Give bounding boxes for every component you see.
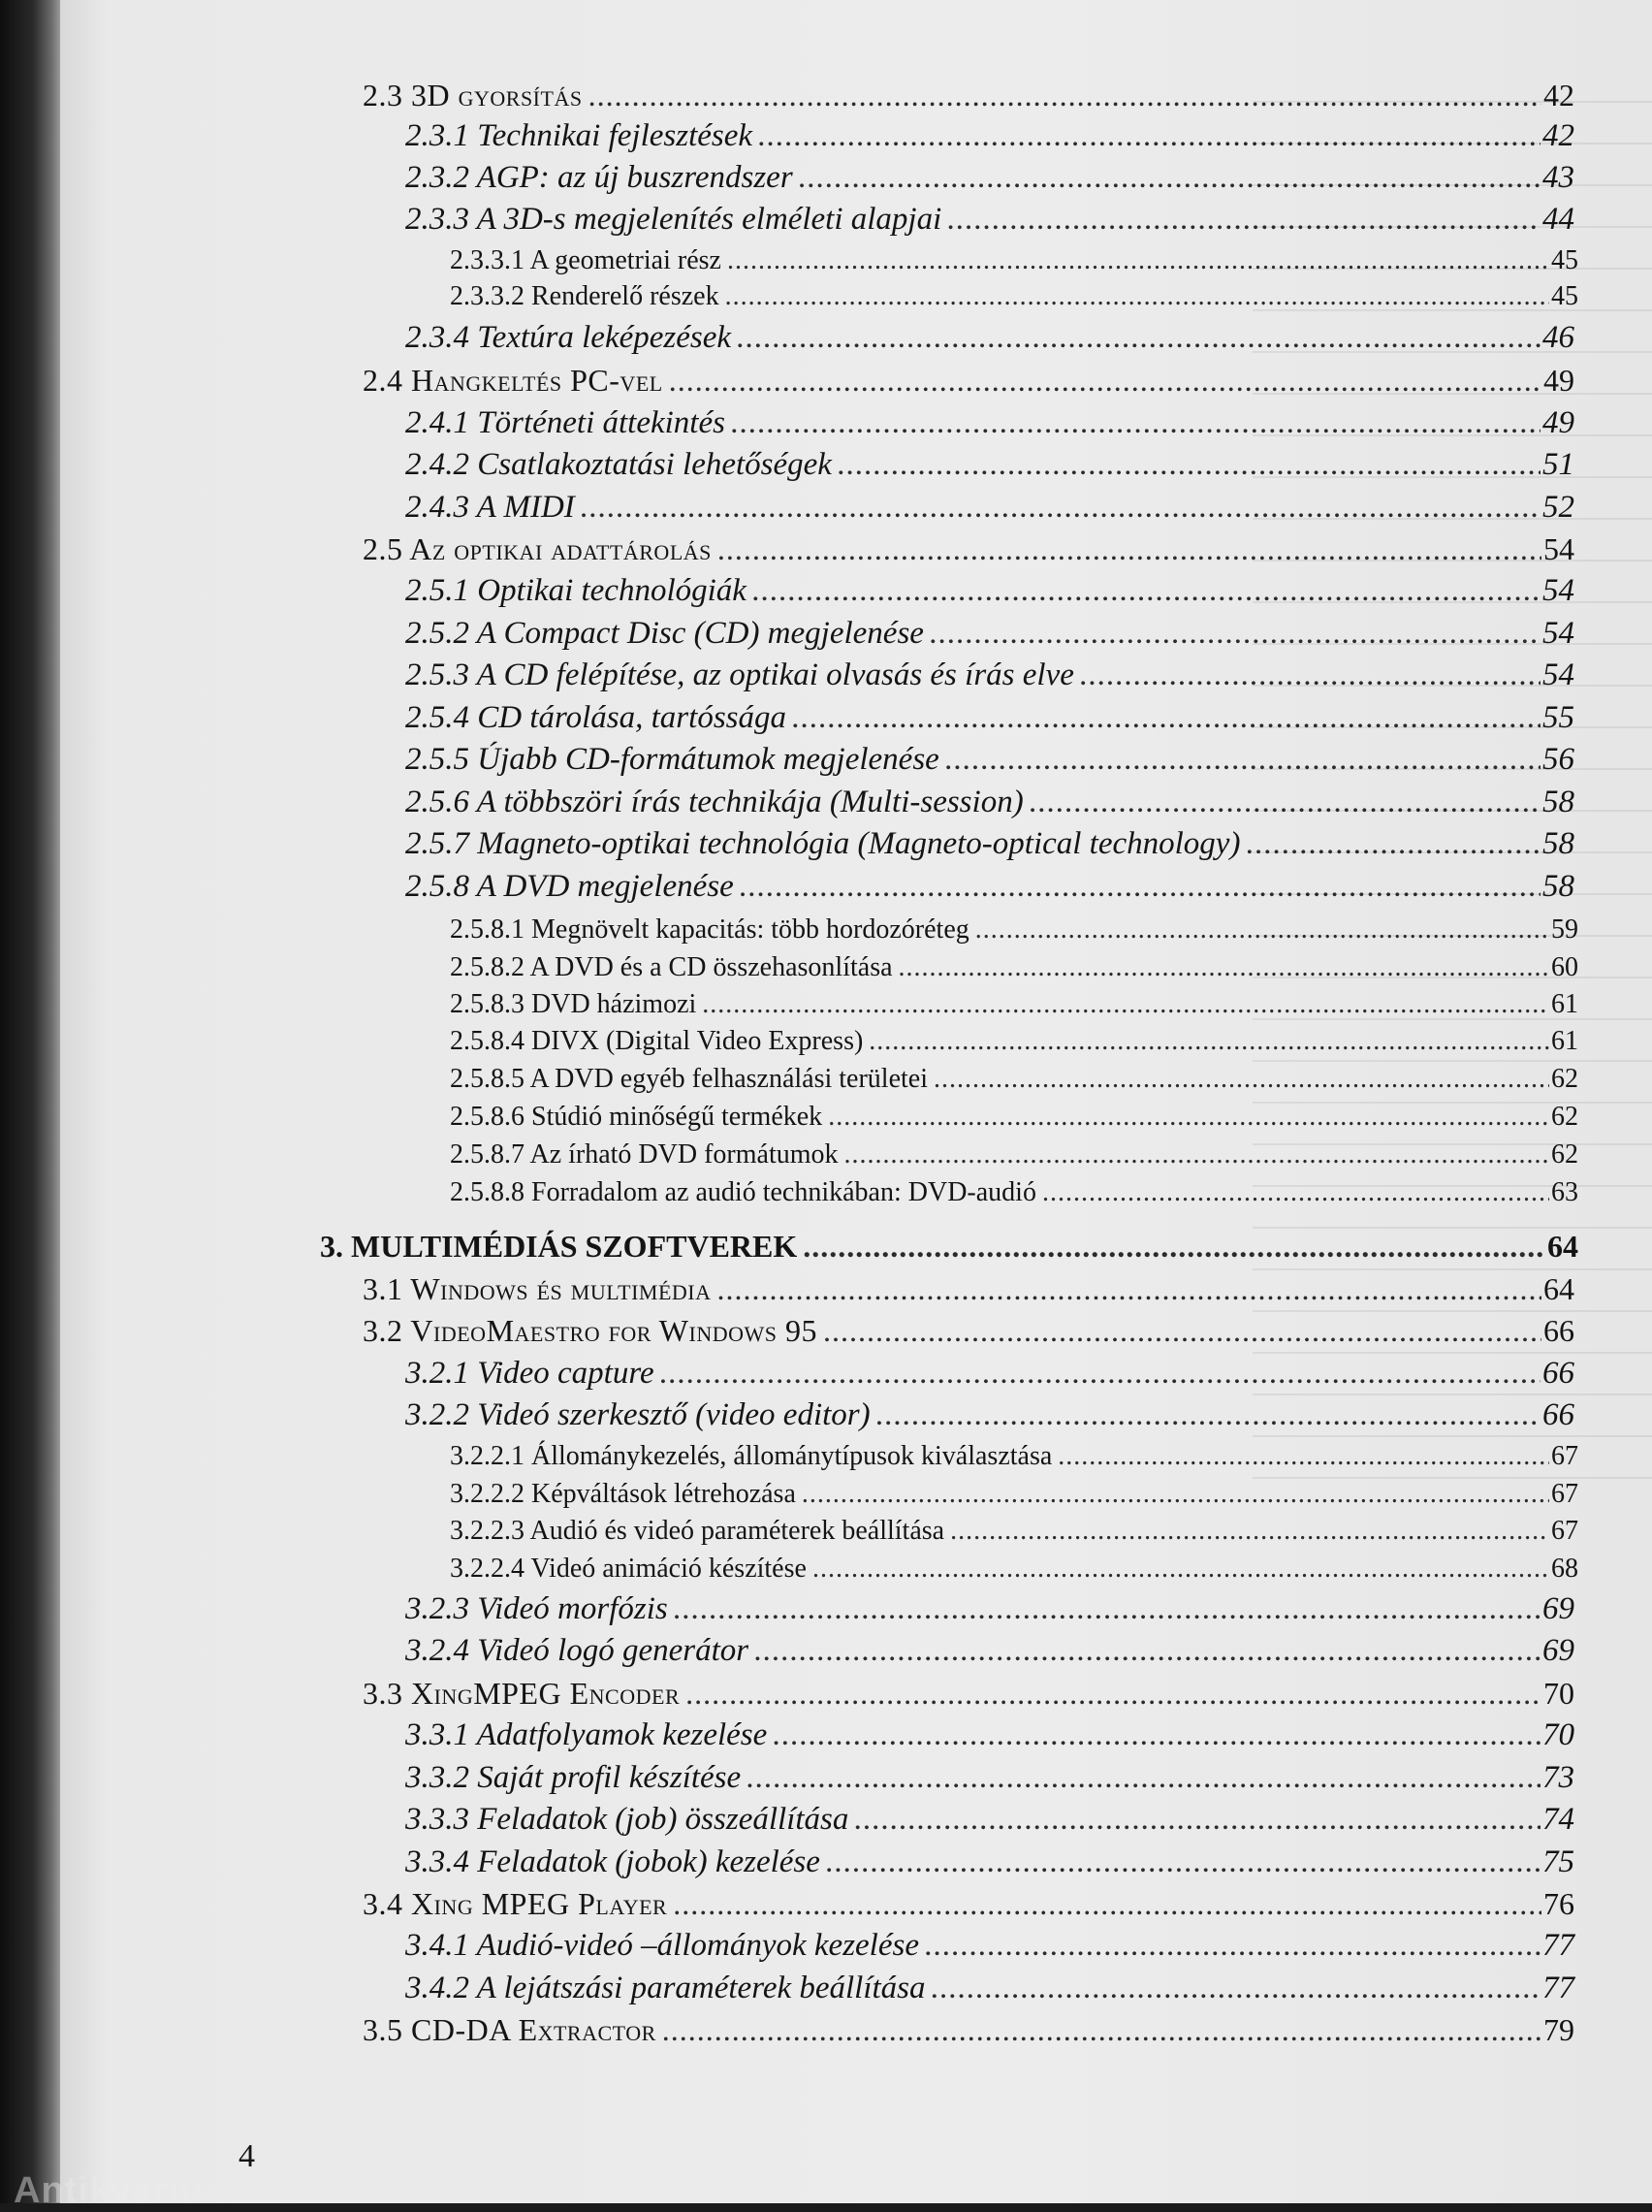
toc-entry-label — [405, 869, 738, 905]
toc-entry-number: 3.4.1 — [405, 1928, 469, 1963]
dot-leader — [1030, 785, 1541, 820]
toc-entry-title: Xing MPEG Player — [411, 1886, 668, 1921]
toc-entry-label — [450, 1026, 867, 1057]
toc-entry — [405, 573, 1574, 609]
toc-entry-page: 77 — [1542, 1971, 1574, 2005]
toc-entry-title: A geometriai rész — [529, 245, 721, 275]
toc-entry — [405, 1591, 1574, 1627]
toc-entry-label — [450, 1479, 800, 1510]
toc-entry-label — [363, 1271, 715, 1307]
dot-leader — [950, 1516, 1549, 1547]
toc-entry-label — [450, 914, 973, 946]
toc-entry-title: Audió-videó –állományok kezelése — [476, 1928, 919, 1963]
toc-entry-number: 3.2.2.4 — [450, 1554, 524, 1584]
dot-leader — [1042, 1177, 1549, 1208]
dot-leader — [754, 1633, 1541, 1669]
toc-entry-title: A DVD egyéb felhasználási területei — [529, 1064, 928, 1094]
toc-entry-page: 59 — [1551, 914, 1578, 945]
toc-entry-title: Állománykezelés, állománytípusok kiválasztása — [531, 1441, 1053, 1471]
toc-entry-title: DVD házimozi — [531, 989, 697, 1019]
toc-entry-label — [450, 1177, 1040, 1208]
toc-entry — [405, 1633, 1574, 1669]
toc-entry — [450, 1139, 1578, 1170]
toc-entry — [405, 405, 1574, 441]
toc-entry-number: 2.5.4 — [405, 700, 469, 735]
toc-entry-number: 3.2.4 — [405, 1633, 469, 1668]
toc-entry — [363, 363, 1574, 399]
toc-entry-page: 43 — [1542, 160, 1574, 195]
toc-entry-label — [450, 1102, 826, 1133]
toc-entry-number: 3.3.2 — [405, 1760, 469, 1795]
toc-entry-page: 63 — [1551, 1177, 1578, 1207]
dot-leader — [725, 281, 1549, 312]
toc-entry-label — [405, 785, 1028, 820]
toc-entry-title: Újabb CD-formátumok megjelenése — [477, 742, 939, 777]
toc-entry-number: 2.5.8.6 — [450, 1102, 524, 1132]
toc-entry-title: A többszöri írás technikája (Multi-session) — [476, 785, 1024, 819]
toc-entry-number: 2.5.8.2 — [450, 952, 524, 982]
toc-entry — [450, 1177, 1578, 1208]
toc-entry-label — [405, 1717, 771, 1753]
dot-leader — [673, 1886, 1541, 1922]
toc-entry-number: 2.3.4 — [405, 320, 469, 355]
dot-leader — [747, 1760, 1541, 1796]
toc-entry — [405, 160, 1574, 196]
dot-leader — [660, 1356, 1541, 1392]
toc-entry-page: 77 — [1542, 1928, 1574, 1963]
toc-entry — [405, 1760, 1574, 1796]
toc-entry — [405, 700, 1574, 736]
toc-entry-label — [363, 1676, 683, 1712]
toc-entry — [450, 1516, 1578, 1547]
toc-entry-page: 45 — [1551, 245, 1578, 275]
toc-entry-title: Optikai technológiák — [477, 573, 747, 608]
dot-leader — [899, 952, 1549, 983]
toc-entry-number: 2.4.1 — [405, 405, 469, 440]
toc-entry-page: 69 — [1542, 1591, 1574, 1626]
toc-entry-page: 58 — [1542, 785, 1574, 819]
dot-leader — [828, 1102, 1549, 1133]
toc-entry-page: 66 — [1542, 1356, 1574, 1391]
toc-entry — [363, 1313, 1574, 1349]
dot-leader — [930, 616, 1541, 652]
toc-entry-title: Megnövelt kapacitás: több hordozóréteg — [531, 914, 969, 945]
toc-entry-title: Videó animáció készítése — [530, 1554, 807, 1584]
toc-entry-title: Az írható DVD formátumok — [529, 1139, 839, 1170]
toc-entry — [450, 1064, 1578, 1095]
toc-entry-title: Feladatok (jobok) kezelése — [477, 1844, 820, 1879]
toc-entry-label — [405, 742, 943, 778]
toc-entry-title: Képváltások létrehozása — [531, 1479, 796, 1509]
toc-entry-page: 56 — [1542, 742, 1574, 777]
toc-entry-page: 62 — [1551, 1064, 1578, 1094]
toc-entry — [363, 1271, 1574, 1307]
toc-entry — [405, 657, 1574, 693]
toc-entry-page: 66 — [1542, 1397, 1574, 1432]
toc-entry-page: 69 — [1542, 1633, 1574, 1668]
toc-entry-title: A DVD és a CD összehasonlítása — [529, 952, 893, 982]
toc-entry-number: 3.5 — [363, 2012, 403, 2047]
toc-entry-page: 55 — [1542, 700, 1574, 735]
toc-entry-number: 2.3.1 — [405, 118, 469, 153]
toc-entry-page: 70 — [1542, 1717, 1574, 1752]
toc-entry-title: MULTIMÉDIÁS SZOFTVEREK — [351, 1229, 798, 1264]
dot-leader — [792, 700, 1541, 736]
toc-entry-label — [405, 1971, 930, 2006]
toc-entry-label — [405, 405, 729, 441]
toc-entry-page: 66 — [1543, 1313, 1574, 1348]
toc-entry-page: 68 — [1551, 1554, 1578, 1584]
toc-entry-page: 46 — [1542, 320, 1574, 355]
dot-leader — [685, 1676, 1541, 1712]
dot-leader — [717, 1271, 1541, 1307]
toc-entry — [405, 1802, 1574, 1838]
toc-entry-page: 62 — [1551, 1139, 1578, 1170]
dot-leader — [869, 1026, 1549, 1057]
toc-entry-title: A 3D-s megjelenítés elméleti alapjai — [476, 202, 942, 237]
toc-entry-number: 3.4.2 — [405, 1971, 469, 2005]
toc-entry-page: 67 — [1551, 1516, 1578, 1546]
dot-leader — [854, 1802, 1541, 1838]
toc-entry-number: 2.3.3 — [405, 202, 469, 237]
toc-entry-number: 2.3 — [363, 78, 403, 112]
toc-entry-number: 2.4.3 — [405, 490, 469, 525]
toc-entry — [363, 1676, 1574, 1712]
dot-leader — [717, 531, 1541, 567]
toc-entry-number: 2.3.2 — [405, 160, 469, 195]
toc-entry-title: A DVD megjelenése — [476, 869, 734, 904]
toc-entry — [450, 952, 1578, 983]
toc-entry-number: 3.2.3 — [405, 1591, 469, 1626]
toc-entry-number: 2.3.3.1 — [450, 245, 524, 275]
dot-leader — [588, 78, 1541, 113]
toc-entry-page: 76 — [1543, 1886, 1574, 1921]
toc-entry-title: Az optikai adattárolás — [409, 531, 712, 566]
toc-entry-label — [405, 490, 579, 526]
toc-entry-title: A MIDI — [476, 490, 575, 525]
toc-entry-number: 3.2 — [363, 1313, 403, 1348]
dot-leader — [975, 914, 1549, 946]
toc-entry-page: 54 — [1543, 531, 1574, 566]
toc-entry-title: CD-DA Extractor — [411, 2012, 656, 2047]
toc-entry-label — [363, 1313, 821, 1349]
toc-entry-page: 75 — [1542, 1844, 1574, 1879]
toc-entry-number: 3.3.1 — [405, 1717, 469, 1752]
dot-leader — [669, 363, 1541, 399]
toc-entry-page: 64 — [1547, 1229, 1578, 1264]
dot-leader — [1080, 657, 1541, 693]
toc-entry — [405, 826, 1574, 862]
toc-entry-number: 3.1 — [363, 1271, 403, 1306]
dot-leader — [702, 989, 1549, 1020]
toc-entry-number: 3.3.3 — [405, 1802, 469, 1837]
toc-entry-number: 2.5.8.7 — [450, 1139, 524, 1170]
toc-entry-number: 2.5.8.1 — [450, 914, 524, 945]
toc-entry-title: Windows és multimédia — [410, 1271, 712, 1306]
toc-entry-page: 54 — [1542, 616, 1574, 651]
toc-entry-page: 58 — [1542, 826, 1574, 861]
toc-entry-label — [405, 1802, 852, 1838]
page-number: 4 — [238, 2138, 255, 2174]
toc-entry-number: 3.2.2.3 — [450, 1516, 524, 1546]
toc-entry-label — [405, 700, 790, 736]
toc-entry-number: 2.4.2 — [405, 447, 469, 482]
toc-entry-title: CD tárolása, tartóssága — [477, 700, 787, 735]
dot-leader — [758, 118, 1541, 154]
toc-entry-label — [405, 1633, 752, 1669]
toc-entry — [450, 1026, 1578, 1057]
toc-entry-label — [363, 531, 715, 567]
dot-leader — [844, 1139, 1549, 1170]
toc-entry-number: 3.2.1 — [405, 1356, 469, 1391]
toc-entry-page: 58 — [1542, 869, 1574, 904]
dot-leader — [803, 1229, 1545, 1265]
toc-entry-page: 54 — [1542, 573, 1574, 608]
dot-leader — [812, 1554, 1549, 1585]
toc-entry-page: 52 — [1542, 490, 1574, 525]
dot-leader — [799, 160, 1541, 196]
toc-entry-title: Saját profil készítése — [477, 1760, 742, 1795]
toc-entry-page: 42 — [1543, 78, 1574, 112]
toc-entry — [320, 1229, 1578, 1265]
toc-entry — [405, 1928, 1574, 1964]
toc-entry-page: 51 — [1542, 447, 1574, 482]
toc-entry — [405, 447, 1574, 483]
toc-entry — [405, 490, 1574, 526]
toc-entry-title: Technikai fejlesztések — [477, 118, 753, 153]
watermark: Antikvárium.hu — [14, 2170, 296, 2211]
toc-entry-number: 3. — [320, 1229, 343, 1264]
toc-entry-label — [450, 245, 725, 276]
toc-entry-page: 74 — [1542, 1802, 1574, 1837]
toc-entry-number: 2.5 — [363, 531, 403, 566]
toc-entry-label — [405, 1844, 824, 1880]
toc-entry-page: 54 — [1542, 657, 1574, 692]
toc-entry — [363, 78, 1574, 113]
toc-entry-label — [450, 1516, 948, 1547]
toc-entry-label — [320, 1229, 801, 1265]
toc-entry — [450, 1441, 1578, 1472]
toc-entry — [405, 1844, 1574, 1880]
dot-leader — [838, 447, 1541, 483]
toc-entry — [405, 1971, 1574, 2006]
toc-entry — [450, 1102, 1578, 1133]
toc-entry-label — [405, 202, 945, 238]
dot-leader — [945, 742, 1541, 778]
toc-entry-page: 61 — [1551, 1026, 1578, 1056]
toc-entry-title: Történeti áttekintés — [477, 405, 725, 440]
toc-entry — [405, 1717, 1574, 1753]
toc-entry-number: 2.4 — [363, 363, 403, 398]
toc-entry — [363, 531, 1574, 567]
toc-entry-page: 60 — [1551, 952, 1578, 982]
dot-leader — [802, 1479, 1549, 1510]
toc-entry — [405, 742, 1574, 778]
toc-entry-label — [405, 573, 750, 609]
dot-leader — [581, 490, 1541, 526]
toc-entry-page: 62 — [1551, 1102, 1578, 1132]
toc-entry-label — [450, 1064, 932, 1095]
toc-entry-page: 49 — [1543, 363, 1574, 398]
dot-leader — [823, 1313, 1541, 1349]
dot-leader — [925, 1928, 1541, 1964]
toc-entry-number: 2.5.8.4 — [450, 1026, 524, 1056]
toc-entry-number: 2.5.1 — [405, 573, 469, 608]
toc-entry-title: Videó morfózis — [477, 1591, 668, 1626]
toc-entry-title: Csatlakoztatási lehetőségek — [477, 447, 832, 482]
toc-entry-number: 2.5.8 — [405, 869, 469, 904]
toc-entry-title: Magneto-optikai technológia (Magneto-optical technology) — [477, 826, 1241, 861]
toc-entry-number: 3.2.2 — [405, 1397, 469, 1432]
toc-entry-number: 2.5.8.3 — [450, 989, 524, 1019]
toc-entry-title: XingMPEG Encoder — [411, 1676, 681, 1711]
toc-entry-title: Audió és videó paraméterek beállítása — [529, 1516, 945, 1546]
toc-entry-title: Stúdió minőségű termékek — [531, 1102, 823, 1132]
toc-entry-title: Hangkeltés PC-vel — [411, 363, 663, 398]
toc-entry-label — [450, 281, 723, 312]
toc-entry — [450, 1554, 1578, 1585]
toc-entry-page: 67 — [1551, 1479, 1578, 1509]
toc-entry-title: AGP: az új buszrendszer — [476, 160, 793, 195]
toc-entry-label — [363, 1886, 671, 1922]
toc-entry-number: 2.5.8.5 — [450, 1064, 524, 1094]
dot-leader — [1246, 826, 1541, 862]
toc-entry-title: Forradalom az audió technikában: DVD-audió — [531, 1177, 1036, 1207]
toc-entry — [450, 281, 1578, 312]
dot-leader — [752, 573, 1541, 609]
toc-entry-title: VideoMaestro for Windows 95 — [410, 1313, 817, 1348]
toc-entry-title: Video capture — [477, 1356, 654, 1391]
toc-entry — [450, 989, 1578, 1020]
toc-entry-label — [405, 1397, 874, 1433]
toc-entry — [405, 1356, 1574, 1392]
toc-entry-number: 2.5.7 — [405, 826, 469, 861]
dot-leader — [1058, 1441, 1549, 1472]
dot-leader — [947, 202, 1541, 238]
toc-entry-number: 3.2.2.1 — [450, 1441, 524, 1471]
toc-entry-title: Feladatok (job) összeállítása — [477, 1802, 849, 1837]
dot-leader — [740, 869, 1541, 905]
toc-entry-title: Adatfolyamok kezelése — [476, 1717, 768, 1752]
toc-entry-page: 42 — [1542, 118, 1574, 153]
toc-entry — [450, 1479, 1578, 1510]
toc-entry — [363, 1886, 1574, 1922]
toc-entry-title: Renderelő részek — [531, 281, 719, 311]
toc-entry-title: A lejátszási paraméterek beállítása — [476, 1971, 926, 2005]
toc-entry-page: 49 — [1542, 405, 1574, 440]
toc-entry-number: 3.3 — [363, 1676, 403, 1711]
toc-entry — [405, 202, 1574, 238]
dot-leader — [727, 245, 1549, 276]
toc-entry-number: 2.3.3.2 — [450, 281, 524, 311]
dot-leader — [731, 405, 1541, 441]
toc-entry-number: 2.5.2 — [405, 616, 469, 651]
toc-entry-label — [363, 2012, 660, 2048]
toc-entry-label — [405, 160, 797, 196]
toc-entry-page: 44 — [1542, 202, 1574, 237]
toc-entry — [363, 2012, 1574, 2048]
toc-entry-label — [405, 616, 928, 652]
dot-leader — [876, 1397, 1541, 1433]
dot-leader — [826, 1844, 1541, 1880]
toc-entry-number: 3.4 — [363, 1886, 403, 1921]
toc-entry-title: A Compact Disc (CD) megjelenése — [476, 616, 924, 651]
toc-entry — [405, 616, 1574, 652]
dot-leader — [674, 1591, 1541, 1627]
toc-entry-label — [405, 1928, 923, 1964]
toc-entry — [405, 869, 1574, 905]
toc-entry — [405, 320, 1574, 356]
toc-entry-number: 2.5.3 — [405, 657, 469, 692]
toc-entry-page: 73 — [1542, 1760, 1574, 1795]
toc-entry-label — [405, 657, 1078, 693]
toc-entry-number: 2.5.8.8 — [450, 1177, 524, 1207]
toc-entry-label — [450, 989, 700, 1020]
toc-entry-label — [450, 1441, 1056, 1472]
toc-entry-label — [450, 1139, 842, 1170]
toc-entry-title: Videó szerkesztő (video editor) — [477, 1397, 871, 1432]
toc-entry-title: A CD felépítése, az optikai olvasás és írás elve — [476, 657, 1074, 692]
toc-entry-title: Videó logó generátor — [477, 1633, 749, 1668]
toc-entry-page: 70 — [1543, 1676, 1574, 1711]
toc-entry-page: 67 — [1551, 1441, 1578, 1471]
toc-entry — [450, 914, 1578, 946]
toc-entry-label — [405, 118, 756, 154]
toc-entry-label — [405, 826, 1244, 862]
toc-entry-label — [405, 1760, 745, 1796]
toc-entry-page: 64 — [1543, 1271, 1574, 1306]
toc-entry-label — [450, 1554, 810, 1585]
dot-leader — [932, 1971, 1541, 2006]
toc-entry-label — [405, 447, 836, 483]
toc-entry-title: Textúra leképezések — [477, 320, 732, 355]
toc-entry-label — [363, 363, 667, 399]
toc-entry-label — [405, 1356, 658, 1392]
toc-entry — [405, 785, 1574, 820]
toc-entry-number: 3.3.4 — [405, 1844, 469, 1879]
toc-entry-label — [405, 320, 735, 356]
toc-entry-number: 3.2.2.2 — [450, 1479, 524, 1509]
dot-leader — [737, 320, 1541, 356]
toc-entry-label — [405, 1591, 672, 1627]
toc-entry-title: DIVX (Digital Video Express) — [531, 1026, 864, 1056]
toc-entry-page: 45 — [1551, 281, 1578, 311]
dot-leader — [662, 2012, 1541, 2048]
toc-entry-title: 3D gyorsítás — [411, 78, 583, 112]
toc-entry — [450, 245, 1578, 276]
toc-entry-label — [363, 78, 587, 113]
toc-entry-number: 2.5.5 — [405, 742, 469, 777]
toc-entry-page: 79 — [1543, 2012, 1574, 2047]
toc-entry-page: 61 — [1551, 989, 1578, 1019]
toc-entry — [405, 118, 1574, 154]
dot-leader — [934, 1064, 1549, 1095]
toc-entry-number: 2.5.6 — [405, 785, 469, 819]
toc-entry-label — [450, 952, 897, 983]
toc-entry — [405, 1397, 1574, 1433]
dot-leader — [773, 1717, 1541, 1753]
